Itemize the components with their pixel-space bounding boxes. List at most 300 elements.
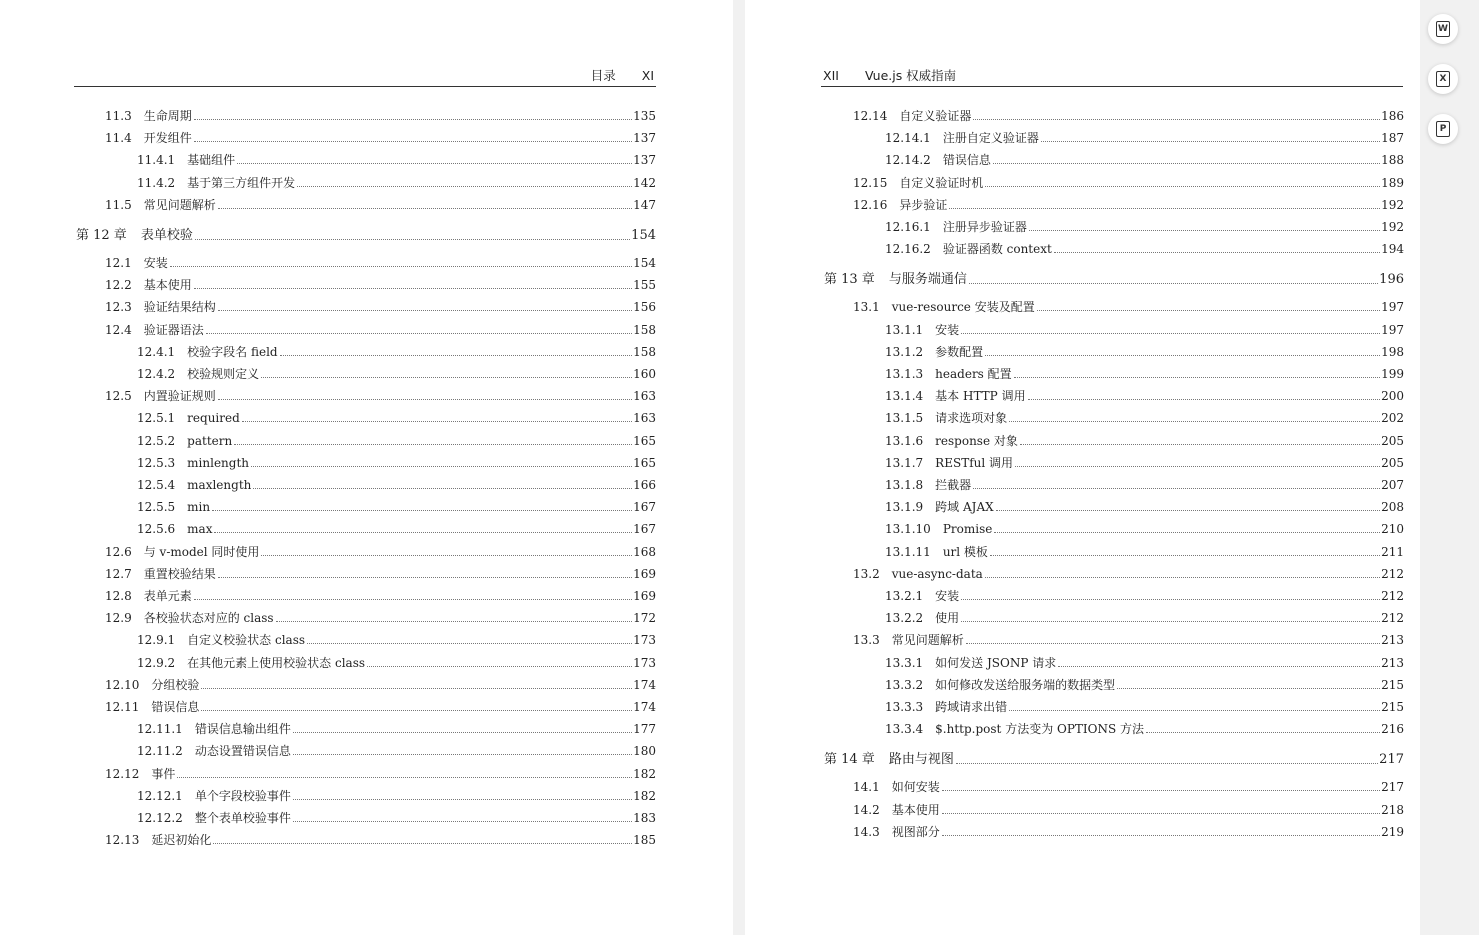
toc-entry <box>105 694 656 714</box>
toc-number: 12.4.1 <box>137 344 176 359</box>
toc-title: vue-resource 安装及配置 <box>891 300 1035 315</box>
toc-leader <box>985 186 1380 187</box>
toc-page-number: 197 <box>1381 300 1404 315</box>
toc-page-number: 219 <box>1381 824 1404 839</box>
toc-leader <box>194 141 632 142</box>
toc-title: 自定义验证器 <box>899 109 972 123</box>
toc-title: 跨域 AJAX <box>935 500 994 515</box>
toc-title: 内置验证规则 <box>143 389 216 404</box>
toc-number: 12.8 <box>105 589 132 603</box>
toc-title: 重置校验结果 <box>143 566 216 581</box>
toc-entry <box>105 605 656 625</box>
toc-leader <box>1058 666 1380 667</box>
toc-page-number: 163 <box>633 389 656 404</box>
toc-entry <box>137 738 656 758</box>
toc-number: 12.16.1 <box>885 220 931 234</box>
toc-leader <box>966 643 1380 644</box>
toc-page-number: 166 <box>633 478 656 492</box>
toc-number: 12.5.3 <box>137 455 176 470</box>
toc-number: 12.2 <box>105 278 132 293</box>
toc-entry <box>137 783 656 803</box>
toc-page-number: 207 <box>1381 478 1404 492</box>
toc-page-number: 169 <box>633 566 656 581</box>
toc-page-number: 167 <box>633 522 656 537</box>
toc-leader <box>280 355 632 356</box>
toc-entry <box>137 361 656 381</box>
toc-title: 基于第三方组件开发 <box>187 175 296 190</box>
toc-number: 12.4 <box>105 322 132 337</box>
toc-entry <box>137 405 656 425</box>
toc-number: 13.1.2 <box>885 344 924 359</box>
toc-entry <box>853 192 1404 212</box>
toc-leader <box>214 532 632 533</box>
toc-number: 13.1.11 <box>885 544 931 559</box>
toc-title: 单个字段校验事件 <box>194 788 291 803</box>
toc-entry <box>885 516 1404 536</box>
toc-leader <box>994 532 1380 533</box>
toc-title: 事件 <box>151 766 176 781</box>
toc-leader <box>293 754 632 755</box>
toc-leader <box>1029 230 1380 231</box>
toc-title: 如何安装 <box>891 780 940 795</box>
toc-entry <box>885 214 1404 234</box>
toc-title: 验证器函数 context <box>942 242 1052 257</box>
toc-leader <box>237 163 632 164</box>
toc-leader <box>985 577 1380 578</box>
toc-page-number: 154 <box>633 256 656 270</box>
toc-title: 使用 <box>935 611 960 626</box>
toc-number: 12.12.1 <box>137 788 183 803</box>
toc-title: 路由与视图 <box>888 752 954 768</box>
toc-entry <box>885 339 1404 359</box>
toc-number: 第 14 章 <box>824 752 875 768</box>
toc-number: 13.2 <box>853 566 880 581</box>
toc-leader <box>985 355 1380 356</box>
toc-title: maxlength <box>187 478 252 492</box>
toc-title: 分组校验 <box>151 677 200 692</box>
toc-title: 整个表单校验事件 <box>194 811 291 825</box>
toc-leader <box>177 777 632 778</box>
toc-number: 12.10 <box>105 677 140 692</box>
toc-leader <box>942 790 1380 791</box>
toc-number: 13.3.3 <box>885 700 924 714</box>
toc-leader <box>218 577 632 578</box>
toc-entry <box>105 250 656 270</box>
toc-page-number: 212 <box>1381 611 1404 626</box>
excel-icon: X <box>1436 71 1450 87</box>
toc-leader <box>942 813 1380 814</box>
toc-title: 跨域请求出错 <box>935 700 1008 714</box>
toc-number: 12.12 <box>105 766 140 781</box>
toc-title: 请求选项对象 <box>935 411 1008 426</box>
toc-number: 12.5.1 <box>137 411 176 426</box>
toc-page-number: 185 <box>633 833 656 848</box>
toc-page-number: 212 <box>1381 589 1404 603</box>
toc-page-number: 217 <box>1381 780 1404 795</box>
toc-title: 拦截器 <box>935 478 972 492</box>
toc-page-number: 187 <box>1381 131 1404 146</box>
toc-number: 13.1.4 <box>885 389 924 404</box>
toc-page-number: 212 <box>1381 566 1404 581</box>
toc-page-number: 137 <box>633 131 656 146</box>
toc-leader <box>261 555 632 556</box>
toc-entry <box>885 450 1404 470</box>
toc-entry <box>137 428 656 448</box>
toc-entry <box>137 516 656 536</box>
toc-entry <box>885 405 1404 425</box>
toc-entry <box>105 827 656 847</box>
header-title: 目录 <box>590 68 616 83</box>
toc-title: 注册异步验证器 <box>942 220 1027 234</box>
toc-number: 第 12 章 <box>76 228 127 243</box>
toc-title: 常见问题解析 <box>891 633 964 648</box>
toc-leader <box>195 239 630 240</box>
toc-number: 12.4.2 <box>137 367 176 381</box>
toc-number: 12.16 <box>853 197 888 212</box>
toc-entry <box>885 428 1404 448</box>
toc-leader <box>170 266 632 267</box>
right-page-header <box>821 66 1403 87</box>
left-page-header <box>74 66 656 87</box>
toc-title: 注册自定义验证器 <box>942 131 1039 146</box>
export-toolbar <box>1423 14 1463 164</box>
toc-title: RESTful 调用 <box>935 455 1014 470</box>
toc-chapter <box>824 747 1404 767</box>
toc-leader <box>956 763 1378 764</box>
toc-leader <box>1014 377 1380 378</box>
toc-title: 安装 <box>935 322 960 337</box>
toc-number: 13.1.9 <box>885 500 924 515</box>
toc-page-number: 137 <box>633 153 656 168</box>
toc-entry <box>885 716 1404 736</box>
toc-leader <box>949 208 1380 209</box>
toc-number: 12.11 <box>105 700 140 714</box>
toc-number: 第 13 章 <box>824 272 875 288</box>
toc-entry <box>885 650 1404 670</box>
toc-entry <box>853 170 1404 190</box>
toc-entry <box>105 192 656 212</box>
toc-number: 12.13 <box>105 833 140 848</box>
toc-leader <box>990 555 1380 556</box>
toc-number: 13.3.4 <box>885 722 924 737</box>
toc-page-number: 198 <box>1381 344 1404 359</box>
toc-leader <box>961 599 1380 600</box>
toc-entry <box>885 125 1404 145</box>
toc-page-number: 186 <box>1381 109 1404 123</box>
toc-number: 13.3.1 <box>885 655 924 670</box>
toc-title: 错误信息 <box>151 700 200 714</box>
toc-page-number: 213 <box>1381 633 1404 648</box>
header-title: Vue.js 权威指南 <box>864 68 957 83</box>
toc-title: 生命周期 <box>143 109 192 123</box>
toc-title: url 模板 <box>942 544 988 559</box>
toc-title: 基本使用 <box>143 278 192 293</box>
toc-leader <box>206 333 632 334</box>
toc-entry <box>885 383 1404 403</box>
toc-title: 开发组件 <box>143 131 192 146</box>
toc-number: 12.5 <box>105 389 132 404</box>
toc-leader <box>194 599 632 600</box>
toc-entry <box>885 236 1404 256</box>
toc-page-number: 211 <box>1381 544 1404 559</box>
toc-title: 表单校验 <box>140 228 193 243</box>
toc-entry <box>105 125 656 145</box>
toc-title: 延迟初始化 <box>151 833 212 848</box>
toc-page-number: 167 <box>633 500 656 515</box>
toc-page-number: 155 <box>633 278 656 293</box>
toc-page-number: 135 <box>633 109 656 123</box>
toc-leader <box>201 688 632 689</box>
toc-leader <box>293 821 632 822</box>
word-icon: W <box>1436 21 1450 37</box>
toc-chapter <box>76 223 656 243</box>
toc-leader <box>297 186 632 187</box>
toc-page-number: 216 <box>1381 722 1404 737</box>
toc-number: 11.4.1 <box>137 153 176 168</box>
toc-title: 验证器语法 <box>143 322 204 337</box>
toc-entry <box>137 147 656 167</box>
toc-entry <box>885 317 1404 337</box>
toc-entry <box>105 294 656 314</box>
toc-entry <box>137 450 656 470</box>
toc-page-number: 208 <box>1381 500 1404 515</box>
toc-page-number: 215 <box>1381 677 1404 692</box>
toc-entry <box>105 672 656 692</box>
toc-entry <box>853 797 1404 817</box>
header-page-number: XII <box>823 68 839 83</box>
toc-leader <box>234 444 632 445</box>
toc-leader <box>996 510 1380 511</box>
export-excel-button[interactable] <box>1428 64 1458 94</box>
toc-leader <box>1146 732 1380 733</box>
toc-page-number: 217 <box>1379 752 1404 768</box>
toc-entry <box>137 339 656 359</box>
toc-number: 12.14 <box>853 109 888 123</box>
toc-number: 12.12.2 <box>137 811 183 825</box>
toc-title: 各校验状态对应的 class <box>143 611 274 626</box>
toc-page-number: 215 <box>1381 700 1404 714</box>
toc-title: response 对象 <box>935 433 1018 448</box>
toc-page-number: 147 <box>633 197 656 212</box>
right-page <box>745 0 1420 935</box>
toc-page-number: 168 <box>633 544 656 559</box>
toc-entry <box>105 383 656 403</box>
toc-leader <box>213 843 632 844</box>
toc-entry <box>105 561 656 581</box>
toc-leader <box>367 666 632 667</box>
toc-number: 11.4 <box>105 131 132 146</box>
toc-leader <box>961 333 1380 334</box>
toc-number: 12.5.4 <box>137 478 176 492</box>
toc-page-number: 192 <box>1381 220 1404 234</box>
toc-title: required <box>187 411 240 426</box>
toc-title: 基本使用 <box>891 802 940 817</box>
toc-leader <box>276 621 633 622</box>
toc-page-number: 182 <box>633 766 656 781</box>
toc-title: 安装 <box>143 256 168 270</box>
toc-page-number: 197 <box>1381 322 1404 337</box>
toc-page-number: 205 <box>1381 455 1404 470</box>
toc-leader <box>1015 466 1380 467</box>
toc-title: vue-async-data <box>891 566 983 581</box>
toc-title: min <box>187 500 211 515</box>
toc-title: 如何修改发送给服务端的数据类型 <box>935 677 1116 692</box>
toc-leader <box>969 283 1378 284</box>
header-page-number: XI <box>641 68 654 83</box>
toc-number: 12.5.6 <box>137 522 176 537</box>
toc-number: 13.1.3 <box>885 367 924 381</box>
left-page <box>0 0 733 935</box>
toc-number: 12.5.5 <box>137 500 176 515</box>
toc-leader <box>218 399 632 400</box>
toc-leader <box>253 488 632 489</box>
toc-title: Promise <box>942 522 993 537</box>
toc-leader <box>194 288 632 289</box>
toc-number: 12.11.1 <box>137 722 183 737</box>
toc-entry <box>105 272 656 292</box>
toc-number: 13.1.5 <box>885 411 924 426</box>
toc-page-number: 210 <box>1381 522 1404 537</box>
toc-entry <box>137 170 656 190</box>
toc-number: 13.3 <box>853 633 880 648</box>
toc-leader <box>993 163 1380 164</box>
toc-page-number: 174 <box>633 677 656 692</box>
toc-entry <box>885 147 1404 167</box>
toc-number: 11.5 <box>105 197 132 212</box>
toc-page-number: 163 <box>633 411 656 426</box>
toc-title: 如何发送 JSONP 请求 <box>935 655 1057 670</box>
toc-page-number: 189 <box>1381 175 1404 190</box>
toc-title: 基础组件 <box>187 153 236 168</box>
toc-leader <box>201 710 632 711</box>
toc-number: 12.14.1 <box>885 131 931 146</box>
toc-title: headers 配置 <box>935 367 1012 381</box>
toc-entry <box>853 819 1404 839</box>
toc-title: minlength <box>187 455 250 470</box>
toc-title: 异步验证 <box>899 197 948 212</box>
toc-leader <box>1028 399 1381 400</box>
toc-leader <box>293 732 632 733</box>
toc-leader <box>212 510 632 511</box>
toc-number: 12.9.2 <box>137 655 176 670</box>
export-ppt-button[interactable] <box>1428 114 1458 144</box>
toc-entry <box>105 539 656 559</box>
toc-leader <box>1041 141 1380 142</box>
toc-leader <box>218 310 632 311</box>
toc-leader <box>1117 688 1380 689</box>
toc-title: $.http.post 方法变为 OPTIONS 方法 <box>935 722 1145 737</box>
toc-leader <box>251 466 632 467</box>
toc-page-number: 202 <box>1381 411 1404 426</box>
toc-leader <box>973 488 1380 489</box>
toc-entry <box>137 494 656 514</box>
toc-entry <box>137 627 656 647</box>
toc-title: 表单元素 <box>143 589 192 603</box>
toc-number: 13.2.1 <box>885 589 924 603</box>
toc-entry <box>885 472 1404 492</box>
toc-leader <box>261 377 632 378</box>
toc-title: 参数配置 <box>935 344 984 359</box>
ppt-icon: P <box>1436 121 1450 137</box>
toc-number: 12.1 <box>105 256 132 270</box>
toc-title: 视图部分 <box>891 824 940 839</box>
toc-entry <box>853 561 1404 581</box>
toc-leader <box>1009 710 1380 711</box>
toc-entry <box>885 605 1404 625</box>
toc-number: 12.16.2 <box>885 242 931 257</box>
toc-page-number: 194 <box>1381 242 1404 257</box>
toc-page-number: 158 <box>633 344 656 359</box>
toc-number: 14.2 <box>853 802 880 817</box>
toc-title: 基本 HTTP 调用 <box>935 389 1026 404</box>
toc-page-number: 192 <box>1381 197 1404 212</box>
toc-page-number: 180 <box>633 744 656 759</box>
toc-number: 12.9.1 <box>137 633 176 648</box>
toc-page-number: 177 <box>633 722 656 737</box>
toc-number: 12.5.2 <box>137 433 176 448</box>
toc-leader <box>1054 252 1380 253</box>
toc-number: 12.15 <box>853 175 888 190</box>
toc-page-number: 160 <box>633 367 656 381</box>
toc-number: 13.3.2 <box>885 677 924 692</box>
toc-number: 11.3 <box>105 109 132 123</box>
toc-page-number: 174 <box>633 700 656 714</box>
toc-page-number: 156 <box>633 300 656 315</box>
toc-entry <box>105 317 656 337</box>
toc-number: 14.1 <box>853 780 880 795</box>
toc-title: max <box>187 522 213 537</box>
toc-number: 13.1.7 <box>885 455 924 470</box>
toc-number: 13.1.8 <box>885 478 924 492</box>
toc-title: 安装 <box>935 589 960 603</box>
toc-page-number: 188 <box>1381 153 1404 168</box>
toc-entry <box>885 539 1404 559</box>
toc-number: 12.9 <box>105 611 132 626</box>
toc-chapter <box>824 267 1404 287</box>
toc-title: 错误信息输出组件 <box>194 722 291 737</box>
toc-leader <box>1037 310 1380 311</box>
toc-entry <box>853 774 1404 794</box>
toc-page-number: 213 <box>1381 655 1404 670</box>
toc-leader <box>307 643 632 644</box>
toc-title: 动态设置错误信息 <box>194 744 291 759</box>
toc-leader <box>242 421 632 422</box>
toc-number: 12.7 <box>105 566 132 581</box>
toc-leader <box>1009 421 1380 422</box>
toc-page-number: 183 <box>633 811 656 825</box>
toc-number: 12.14.2 <box>885 153 931 168</box>
toc-entry <box>853 627 1404 647</box>
toc-entry <box>137 805 656 825</box>
toc-number: 12.3 <box>105 300 132 315</box>
toc-page-number: 169 <box>633 589 656 603</box>
toc-title: pattern <box>187 433 233 448</box>
toc-page-number: 165 <box>633 433 656 448</box>
export-word-button[interactable] <box>1428 14 1458 44</box>
toc-entry <box>137 472 656 492</box>
toc-title: 自定义校验状态 class <box>187 633 306 648</box>
toc-entry <box>853 103 1404 123</box>
toc-title: 常见问题解析 <box>143 197 216 212</box>
toc-entry <box>885 583 1404 603</box>
toc-leader <box>1020 444 1380 445</box>
toc-page-number: 182 <box>633 788 656 803</box>
toc-number: 14.3 <box>853 824 880 839</box>
toc-title: 校验字段名 field <box>187 344 278 359</box>
toc-entry <box>885 361 1404 381</box>
toc-entry <box>885 694 1404 714</box>
toc-entry <box>105 583 656 603</box>
